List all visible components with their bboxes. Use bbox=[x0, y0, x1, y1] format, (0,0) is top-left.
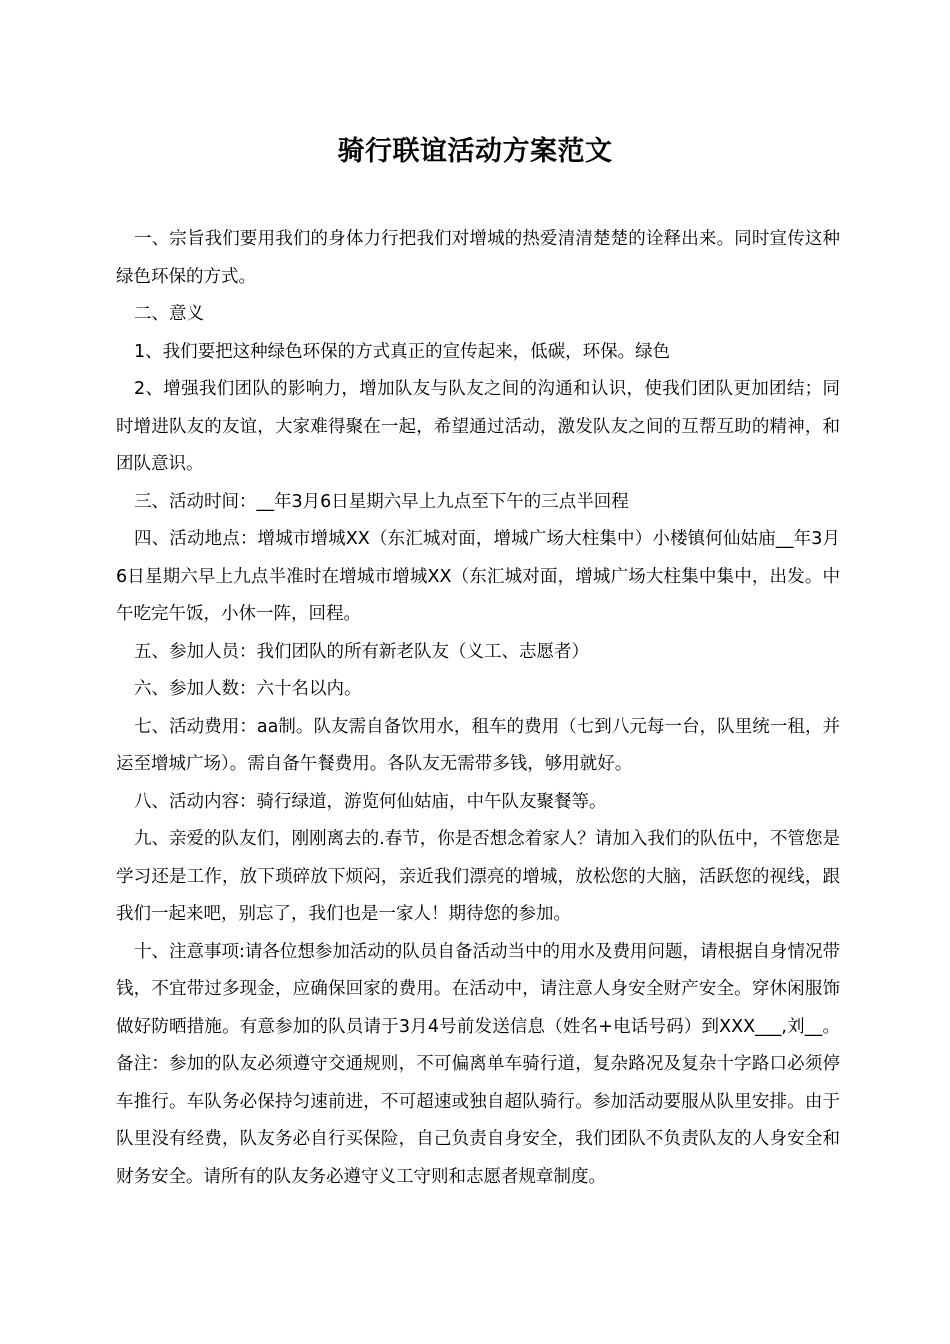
paragraph-time: 三、活动时间：__年3月6日星期六早上九点至下午的三点半回程 bbox=[134, 491, 629, 512]
paragraph-significance-2: 2、增强我们团队的影响力，增加队友与队友之间的沟通和认识，使我们团队更加团结；同时增进队友的友谊，大家难得聚在一起，希望通过活动，激发队友之间的互帮互助的精神，和团队意识。 bbox=[116, 379, 840, 474]
paragraph-location: 四、活动地点：增城市增城XX（东汇城对面，增城广场大柱集中）小楼镇何仙姑庙__年3月6日星期六早上九点半准时在增城市增城XX（东汇城对面，增城广场大柱集中集中，出发。中午吃完午饭，小休一阵，回程。 bbox=[116, 529, 840, 624]
paragraph-participants: 五、参加人员：我们团队的所有新老队友（义工、志愿者） bbox=[134, 641, 589, 662]
paragraph-cost: 七、活动费用：aa制。队友需自备饮用水，租车的费用（七到八元每一台，队里统一租，并运至增城广场）。需自备午餐费用。各队友无需带多钱，够用就好。 bbox=[116, 716, 840, 774]
paragraph-headcount: 六、参加人数：六十名以内。 bbox=[134, 679, 362, 699]
document-body bbox=[116, 221, 840, 1196]
paragraph-notes: 十、注意事项:请各位想参加活动的队员自备活动当中的用水及费用问题，请根据自身情况带钱，不宜带过多现金，应确保回家的费用。在活动中，请注意人身安全财产安全。穿休闲服饰做好防晒措施。有意参加的队员请于3月4号前发送信息（姓名+电话号码）到XXX___,刘__。备注：参加的队友必须遵守交通规则，不可偏离单车骑行道，复杂路况及复杂十字路口必须停车推行。车队务必保持匀速前进，不可超速或独自超队骑行。参加活动要服从队里安排。由于队里没有经费，队友务必自行买保险，自己负责自身安全，我们团队不负责队友的人身安全和财务安全。请所有的队友务必遵守义工守则和志愿者规章制度。 bbox=[116, 941, 840, 1187]
paragraph-invitation: 九、亲爱的队友们，刚刚离去的.春节，你是否想念着家人？请加入我们的队伍中，不管您是学习还是工作，放下琐碎放下烦闷，亲近我们漂亮的增城，放松您的大脑，活跃您的视线，跟我们一起来吧，别忘了，我们也是一家人！期待您的参加。 bbox=[116, 829, 840, 924]
paragraph-significance-1: 1、我们要把这种绿色环保的方式真正的宣传起来，低碳，环保。绿色 bbox=[134, 341, 671, 362]
paragraph-purpose: 一、宗旨我们要用我们的身体力行把我们对增城的热爱清清楚楚的诠释出来。同时宣传这种绿色环保的方式。 bbox=[116, 229, 840, 287]
paragraph-significance-heading: 二、意义 bbox=[134, 304, 204, 324]
document-title: 骑行联谊活动方案范文 bbox=[337, 136, 613, 167]
paragraph-content: 八、活动内容：骑行绿道，游览何仙姑庙，中午队友聚餐等。 bbox=[134, 791, 607, 812]
